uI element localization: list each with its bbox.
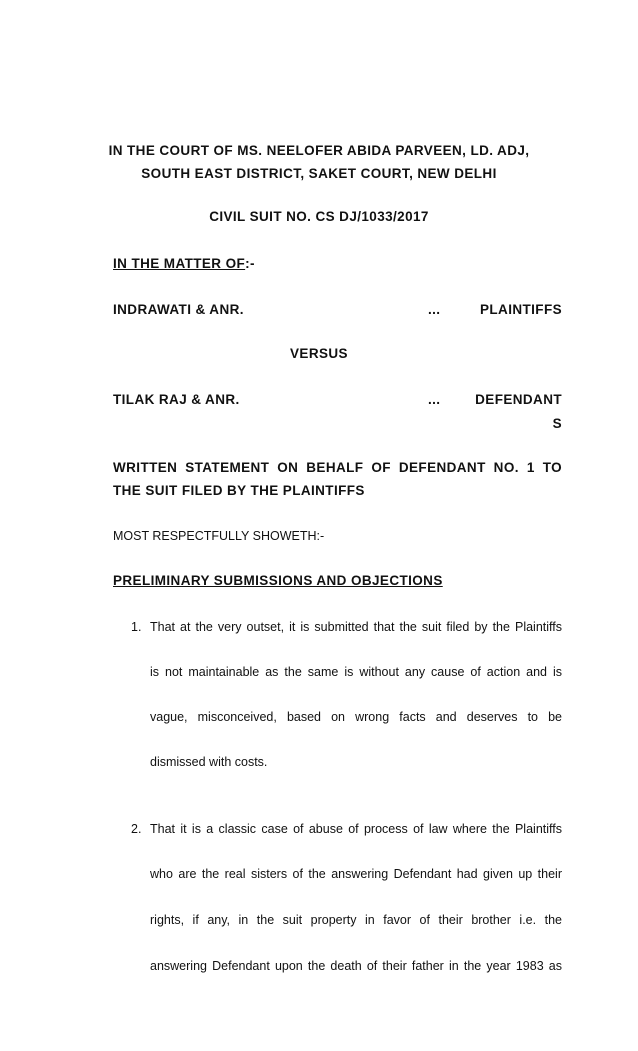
showeth-text: MOST RESPECTFULLY SHOWETH:-: [113, 529, 325, 543]
suit-number: CIVIL SUIT NO. CS DJ/1033/2017: [209, 209, 429, 224]
statement-title-line-2: THE SUIT FILED BY THE PLAINTIFFS: [113, 483, 365, 498]
plaintiff-name: INDRAWATI & ANR.: [113, 302, 244, 317]
versus-label: VERSUS: [290, 346, 348, 361]
paragraph-line: vague, misconceived, based on wrong facts and deserves to be: [150, 710, 562, 724]
paragraph-line: rights, if any, in the suit property in favor of their brother i.e. the: [150, 913, 562, 927]
paragraph-line: That it is a classic case of abuse of process of law where the Plaintiffs: [150, 822, 562, 836]
matter-suffix: :-: [245, 256, 255, 271]
defendant-role-line-2: S: [552, 416, 562, 431]
plaintiff-role: PLAINTIFFS: [480, 302, 562, 317]
defendant-ellipsis: ...: [428, 392, 441, 407]
defendant-role-line-1: DEFENDANT: [475, 392, 562, 407]
matter-label: IN THE MATTER OF: [113, 256, 246, 271]
court-title-line-1: IN THE COURT OF MS. NEELOFER ABIDA PARVEEN, LD. ADJ,: [108, 143, 530, 158]
paragraph-number: 2.: [131, 822, 142, 836]
statement-title-line-1: WRITTEN STATEMENT ON BEHALF OF DEFENDANT NO. 1 TO: [113, 460, 562, 475]
paragraph-line: who are the real sisters of the answering Defendant had given up their: [150, 867, 562, 881]
paragraph-line: is not maintainable as the same is without any cause of action and is: [150, 665, 562, 679]
paragraph-number: 1.: [131, 620, 142, 634]
plaintiff-ellipsis: ...: [428, 302, 441, 317]
paragraph-line: dismissed with costs.: [150, 755, 268, 769]
court-title-line-2: SOUTH EAST DISTRICT, SAKET COURT, NEW DELHI: [141, 166, 497, 181]
paragraph-line: That at the very outset, it is submitted that the suit filed by the Plaintiffs: [150, 620, 562, 634]
paragraph-line: answering Defendant upon the death of their father in the year 1983 as: [150, 959, 562, 973]
defendant-name: TILAK RAJ & ANR.: [113, 392, 240, 407]
matter-heading: [113, 256, 255, 271]
section-heading: PRELIMINARY SUBMISSIONS AND OBJECTIONS: [113, 573, 443, 588]
